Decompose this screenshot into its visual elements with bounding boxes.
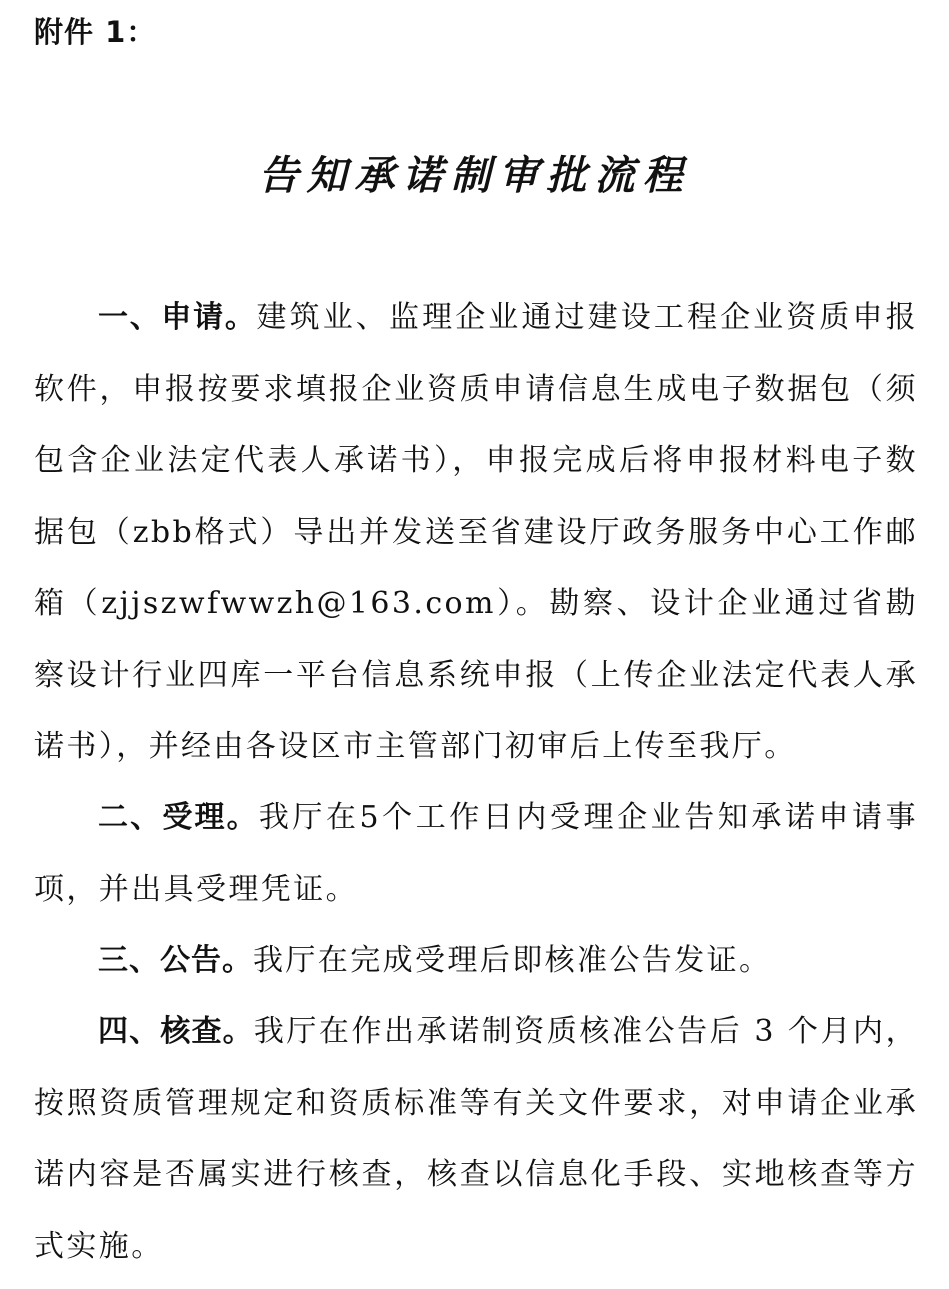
section-body: 我厅在作出承诺制资质核准公告后 3 个月内，按照资质管理规定和资质标准等有关文件要求，对申请企业承诺内容是否属实进行核查，核查以信息化手段、实地核查等方式实施。 <box>34 1014 918 1264</box>
section-acceptance <box>34 782 918 925</box>
section-heading: 一、申请。 <box>98 300 257 335</box>
section-body: 我厅在5个工作日内受理企业告知承诺申请事项，并出具受理凭证。 <box>34 800 919 907</box>
section-application <box>34 282 918 783</box>
section-announcement <box>34 925 918 997</box>
section-body: 建筑业、监理企业通过建设工程企业资质申报软件，申报按要求填报企业资质申请信息生成电子数据包（须包含企业法定代表人承诺书），申报完成后将申报材料电子数据包（zbb格式）导出并发送至省建设厅政务服务中心工作邮箱（zjjszwfwwzh@163.com）。勘察、设计企业通过省勘察设计行业四库一平台信息系统申报（上传企业法定代表人承诺书），并经由各设区市主管部门初审后上传至我厅。 <box>34 300 919 764</box>
section-heading: 二、受理。 <box>98 800 259 835</box>
document-title: 告知承诺制审批流程 <box>258 152 691 199</box>
section-heading: 四、核查。 <box>98 1014 254 1049</box>
section-body: 我厅在完成受理后即核准公告发证。 <box>253 943 772 978</box>
attachment-label: 附件 1： <box>34 15 157 49</box>
section-verification <box>34 996 918 1282</box>
section-heading: 三、公告。 <box>98 943 253 978</box>
